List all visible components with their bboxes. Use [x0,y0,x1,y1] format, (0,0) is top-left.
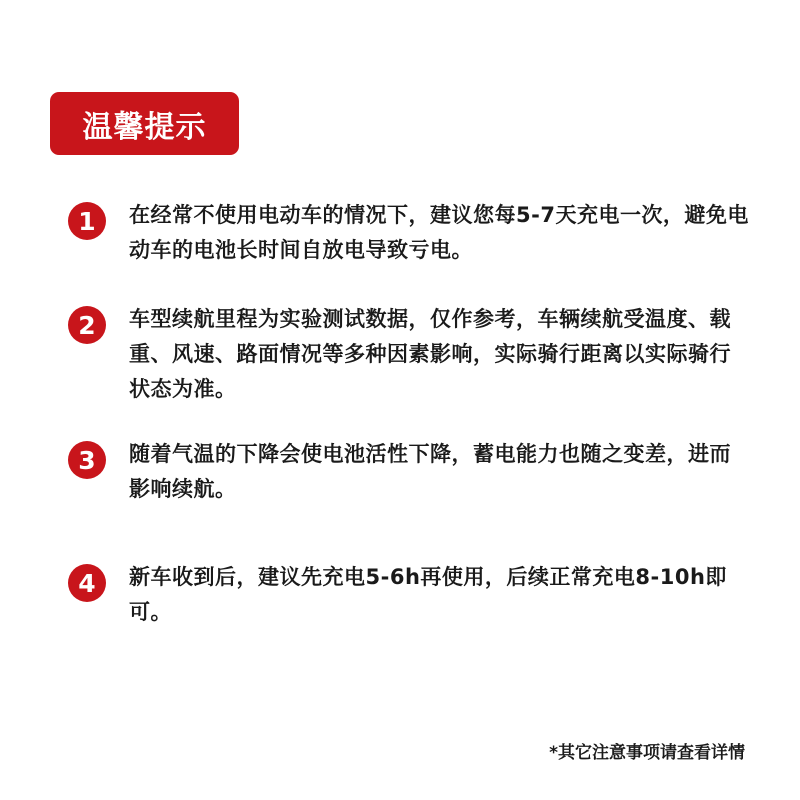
tip-text-2: 车型续航里程为实验测试数据，仅作参考，车辆续航受温度、载重、风速、路面情况等多种因素影响，实际骑行距离以实际骑行状态为准。 [129,307,731,401]
tip-text-3: 随着气温的下降会使电池活性下降，蓄电能力也随之变差，进而影响续航。 [129,442,731,501]
tip-text-1: 在经常不使用电动车的情况下，建议您每5-7天充电一次，避免电动车的电池长时间自放电导致亏电。 [129,203,749,262]
number-badge-2: 2 [68,306,106,344]
page-title: 温馨提示 [50,92,239,155]
tip-text-4: 新车收到后，建议先充电5-6h再使用，后续正常充电8-10h即可。 [129,565,727,624]
footnote: *其它注意事项请查看详情 [549,743,745,763]
number-badge-4: 4 [68,564,106,602]
number-badge-1: 1 [68,202,106,240]
number-badge-3: 3 [68,441,106,479]
